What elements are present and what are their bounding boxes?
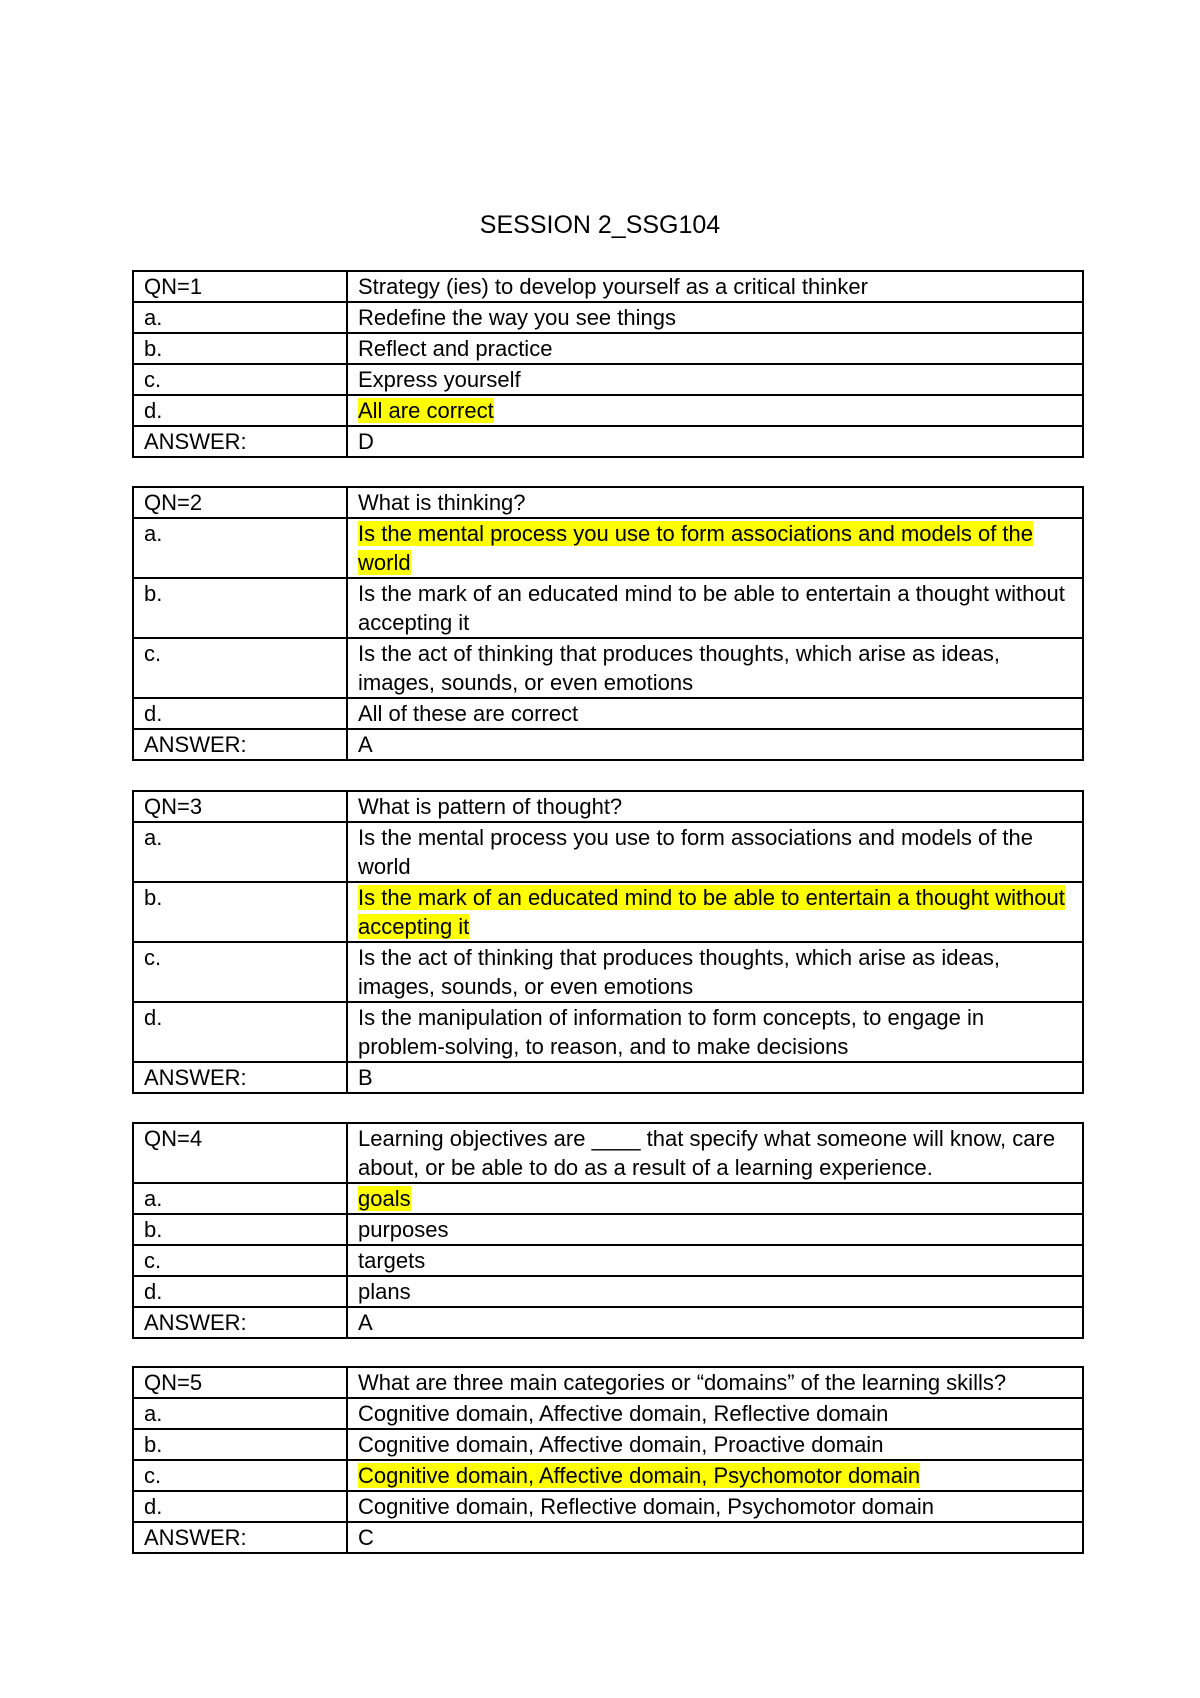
- option-row-b: [133, 333, 1083, 364]
- option-label: d.: [133, 395, 347, 426]
- highlighted-correct-option: Cognitive domain, Affective domain, Psychomotor domain: [358, 1463, 921, 1488]
- option-text-content: Is the manipulation of information to form concepts, to engage in problem-solving, to reason, and to make decisions: [358, 1005, 985, 1059]
- option-row-b: [133, 1214, 1083, 1245]
- option-row-a: [133, 302, 1083, 333]
- option-row-d: [133, 1491, 1083, 1522]
- option-text-content: Is the act of thinking that produces thoughts, which arise as ideas, images, sounds, or even emotions: [358, 945, 1001, 999]
- option-text: [347, 364, 1083, 395]
- option-label: d.: [133, 1002, 347, 1062]
- option-label: a.: [133, 302, 347, 333]
- option-label: b.: [133, 333, 347, 364]
- option-row-d: [133, 698, 1083, 729]
- option-text: [347, 942, 1083, 1002]
- option-label: a.: [133, 822, 347, 882]
- option-text-content: Is the act of thinking that produces thoughts, which arise as ideas, images, sounds, or even emotions: [358, 641, 1001, 695]
- question-row: [133, 487, 1083, 518]
- option-row-c: [133, 1460, 1083, 1491]
- option-text-content: Is the mental process you use to form associations and models of the world: [358, 825, 1034, 879]
- option-text-content: purposes: [358, 1217, 449, 1242]
- question-number: QN=1: [133, 271, 347, 302]
- answer-row: [133, 1062, 1083, 1093]
- option-text-content: Cognitive domain, Affective domain, Reflective domain: [358, 1401, 889, 1426]
- option-text: [347, 302, 1083, 333]
- option-text: [347, 638, 1083, 698]
- option-row-b: [133, 882, 1083, 942]
- question-number: QN=2: [133, 487, 347, 518]
- option-label: a.: [133, 1398, 347, 1429]
- option-text: [347, 333, 1083, 364]
- option-text-content: Redefine the way you see things: [358, 305, 676, 330]
- option-label: c.: [133, 942, 347, 1002]
- option-row-b: [133, 578, 1083, 638]
- question-table-1: [132, 270, 1084, 458]
- option-label: b.: [133, 578, 347, 638]
- question-table-3: [132, 790, 1084, 1094]
- option-label: d.: [133, 1491, 347, 1522]
- option-label: c.: [133, 1245, 347, 1276]
- answer-row: [133, 1307, 1083, 1338]
- option-row-a: [133, 1183, 1083, 1214]
- answer-value: A: [347, 729, 1083, 760]
- option-text: [347, 822, 1083, 882]
- question-text: [347, 1367, 1083, 1398]
- option-text: [347, 1214, 1083, 1245]
- question-row: [133, 791, 1083, 822]
- highlighted-correct-option: goals: [358, 1186, 411, 1211]
- highlighted-correct-option: Is the mark of an educated mind to be able to entertain a thought without accepting it: [358, 885, 1065, 939]
- option-text-content: Cognitive domain, Reflective domain, Psychomotor domain: [358, 1494, 934, 1519]
- highlighted-correct-option: Is the mental process you use to form associations and models of the world: [358, 521, 1034, 575]
- option-label: c.: [133, 364, 347, 395]
- option-text: [347, 882, 1083, 942]
- answer-row: [133, 729, 1083, 760]
- question-number: QN=3: [133, 791, 347, 822]
- answer-row: [133, 426, 1083, 457]
- option-row-c: [133, 638, 1083, 698]
- question-text: [347, 487, 1083, 518]
- option-text: [347, 1460, 1083, 1491]
- question-table-2: [132, 486, 1084, 761]
- option-text-content: targets: [358, 1248, 426, 1273]
- option-text: [347, 1245, 1083, 1276]
- question-table-5: [132, 1366, 1084, 1554]
- option-text: [347, 1183, 1083, 1214]
- option-label: b.: [133, 1429, 347, 1460]
- answer-row: [133, 1522, 1083, 1553]
- option-text: [347, 1002, 1083, 1062]
- answer-value: B: [347, 1062, 1083, 1093]
- option-row-c: [133, 942, 1083, 1002]
- highlighted-correct-option: All are correct: [358, 398, 494, 423]
- option-text-content: Is the mark of an educated mind to be able to entertain a thought without accepting it: [358, 581, 1065, 635]
- option-text: [347, 395, 1083, 426]
- option-row-d: [133, 1002, 1083, 1062]
- option-text-content: plans: [358, 1279, 411, 1304]
- option-label: c.: [133, 1460, 347, 1491]
- option-label: a.: [133, 1183, 347, 1214]
- option-row-a: [133, 1398, 1083, 1429]
- question-number: QN=5: [133, 1367, 347, 1398]
- option-text: [347, 578, 1083, 638]
- answer-label: ANSWER:: [133, 1522, 347, 1553]
- option-label: d.: [133, 698, 347, 729]
- answer-value: A: [347, 1307, 1083, 1338]
- question-text-content: What is thinking?: [358, 490, 526, 515]
- question-text: [347, 271, 1083, 302]
- question-text-content: What are three main categories or “domains” of the learning skills?: [358, 1370, 1007, 1395]
- answer-label: ANSWER:: [133, 1062, 347, 1093]
- answer-label: ANSWER:: [133, 729, 347, 760]
- option-text: [347, 518, 1083, 578]
- answer-label: ANSWER:: [133, 426, 347, 457]
- answer-value: D: [347, 426, 1083, 457]
- option-label: b.: [133, 1214, 347, 1245]
- question-row: [133, 1123, 1083, 1183]
- option-text: [347, 1398, 1083, 1429]
- option-text-content: Reflect and practice: [358, 336, 553, 361]
- answer-value: C: [347, 1522, 1083, 1553]
- question-row: [133, 271, 1083, 302]
- option-row-b: [133, 1429, 1083, 1460]
- option-text-content: All of these are correct: [358, 701, 579, 726]
- option-row-c: [133, 364, 1083, 395]
- option-row-a: [133, 822, 1083, 882]
- option-text-content: Cognitive domain, Affective domain, Proactive domain: [358, 1432, 884, 1457]
- option-label: d.: [133, 1276, 347, 1307]
- question-text-content: What is pattern of thought?: [358, 794, 623, 819]
- question-text-content: Learning objectives are ____ that specify what someone will know, care about, or be able to do as a result of a learning experience.: [358, 1126, 1056, 1180]
- option-text: [347, 698, 1083, 729]
- question-row: [133, 1367, 1083, 1398]
- option-text-content: Express yourself: [358, 367, 521, 392]
- option-row-d: [133, 1276, 1083, 1307]
- option-text: [347, 1491, 1083, 1522]
- page-title: SESSION 2_SSG104: [479, 211, 721, 239]
- option-label: c.: [133, 638, 347, 698]
- answer-label: ANSWER:: [133, 1307, 347, 1338]
- question-text: [347, 791, 1083, 822]
- question-text: [347, 1123, 1083, 1183]
- option-label: a.: [133, 518, 347, 578]
- question-text-content: Strategy (ies) to develop yourself as a critical thinker: [358, 274, 868, 299]
- option-row-a: [133, 518, 1083, 578]
- option-label: b.: [133, 882, 347, 942]
- option-text: [347, 1276, 1083, 1307]
- question-number: QN=4: [133, 1123, 347, 1183]
- option-row-c: [133, 1245, 1083, 1276]
- option-row-d: [133, 395, 1083, 426]
- question-table-4: [132, 1122, 1084, 1339]
- option-text: [347, 1429, 1083, 1460]
